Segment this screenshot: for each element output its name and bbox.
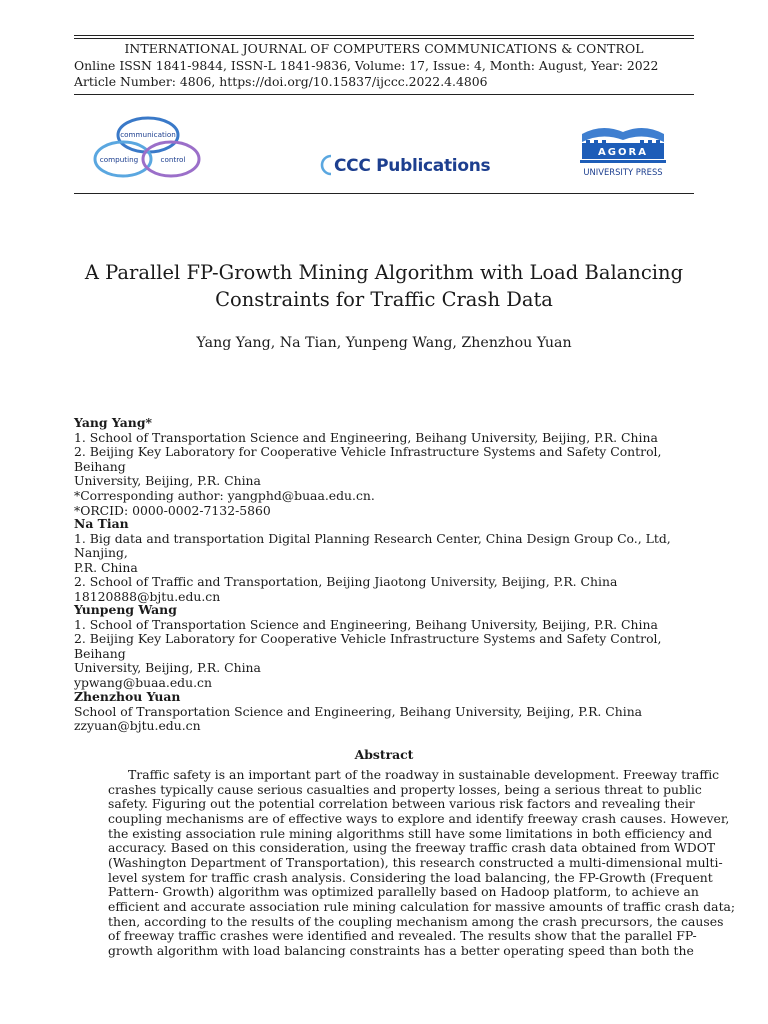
abstract-line: then, according to the results of the coupling mechanism among the crash precursors, the causes	[108, 913, 724, 929]
abstract-heading: Abstract	[354, 747, 414, 762]
ccc-venn-logo	[93, 114, 201, 180]
abstract-line: of freeway traffic crashes were identified and revealed. The results show that the parallel FP-	[108, 928, 697, 944]
abstract-line: accuracy. Based on this consideration, using the freeway traffic crash data obtained from WDOT	[108, 840, 716, 856]
affiliation-line: School of Transportation Science and Engineering, Beihang University, Beijing, P.R. China	[74, 703, 643, 719]
paper-title	[74, 259, 694, 313]
author-name: Yang Yang*	[74, 415, 152, 430]
author-email: 18120888@bjtu.edu.cn	[74, 588, 221, 604]
affiliation-line: 2. School of Traffic and Transportation, Beijing Jiaotong University, Beijing, P.R. China	[74, 574, 618, 590]
affiliation-line: University, Beijing, P.R. China	[74, 473, 261, 489]
journal-name: INTERNATIONAL JOURNAL OF COMPUTERS COMMUNICATIONS & CONTROL	[124, 41, 644, 56]
affiliation-block	[74, 603, 684, 691]
publisher-name: CCC Publications	[334, 156, 491, 176]
affiliation-line: 2. Beijing Key Laboratory for Cooperative Vehicle Infrastructure Systems and Safety Control, Beihang	[74, 444, 662, 474]
ccc-label-control: control	[160, 155, 186, 164]
agora-word: AGORA	[598, 147, 648, 158]
affiliation-block	[74, 517, 684, 605]
affiliation-line: 2. Beijing Key Laboratory for Cooperative Vehicle Infrastructure Systems and Safety Control, Beihang	[74, 631, 662, 661]
abstract-line: growth algorithm with load balancing constraints has a better operating speed than both the	[108, 942, 694, 958]
header-rule-thick	[74, 35, 694, 36]
abstract-line: crashes typically cause serious casualties and property losses, being a serious threat to public	[108, 781, 702, 797]
ccc-label-computing: computing	[99, 155, 139, 164]
author-list: Yang Yang, Na Tian, Yunpeng Wang, Zhenzhou Yuan	[196, 335, 572, 351]
ccc-publications-logo	[322, 150, 491, 178]
affiliation-line: University, Beijing, P.R. China	[74, 660, 261, 676]
abstract-line: safety. Figuring out the potential correlation between various risk factors and revealing their	[108, 796, 695, 812]
ccc-label-communication: communication	[120, 130, 176, 139]
affiliation-line: P.R. China	[74, 559, 138, 575]
issn-line: Online ISSN 1841-9844, ISSN-L 1841-9836, Volume: 17, Issue: 4, Month: August, Year: 2022	[74, 58, 659, 73]
header-rule-thin	[74, 38, 694, 39]
abstract-line: efficient and accurate association rule mining calculation for massive amounts of traffic crash data;	[108, 898, 736, 914]
article-line: Article Number: 4806, https://doi.org/10.15837/ijccc.2022.4.4806	[74, 74, 488, 89]
abstract-body	[108, 767, 736, 959]
author-name: Zhenzhou Yuan	[74, 689, 181, 704]
author-name: Yunpeng Wang	[74, 602, 177, 617]
affiliation-block	[74, 416, 684, 518]
agora-university-press-logo	[578, 120, 668, 178]
author-email: ypwang@buaa.edu.cn	[74, 674, 212, 690]
orcid-line: *ORCID: 0000-0002-7132-5860	[74, 502, 271, 518]
author-email: zzyuan@bjtu.edu.cn	[74, 718, 201, 734]
logo-rule	[74, 193, 694, 194]
header-rule-bottom	[74, 94, 694, 95]
university-press-text: UNIVERSITY PRESS	[583, 167, 663, 177]
affiliation-line: 1. Big data and transportation Digital Planning Research Center, China Design Group Co., Ltd, Nanjing,	[74, 530, 671, 561]
corresponding-author-email: *Corresponding author: yangphd@buaa.edu.cn.	[74, 487, 375, 503]
abstract-line: level system for traffic crash analysis. Considering the load balancing, the FP-Growth (Frequent	[108, 869, 713, 885]
title-line-2: Constraints for Traffic Crash Data	[215, 288, 553, 311]
abstract-line: the existing association rule mining algorithms still have some limitations in both efficiency and	[108, 825, 713, 841]
affiliation-block	[74, 690, 684, 734]
author-name: Na Tian	[74, 516, 129, 531]
abstract-line: Traffic safety is an important part of the roadway in sustainable development. Freeway traffic	[128, 767, 720, 782]
abstract-line: coupling mechanisms are of effective ways to explore and identify freeway crash causes. However,	[108, 810, 730, 826]
affiliation-line: 1. School of Transportation Science and Engineering, Beihang University, Beijing, P.R. China	[74, 616, 658, 632]
abstract-line: (Washington Department of Transportation), this research constructed a multi-dimensional multi-	[108, 854, 723, 870]
affiliation-line: 1. School of Transportation Science and Engineering, Beihang University, Beijing, P.R. China	[74, 429, 658, 445]
title-line-1: A Parallel FP-Growth Mining Algorithm with Load Balancing	[84, 261, 684, 284]
abstract-line: Pattern- Growth) algorithm was optimized parallelly based on Hadoop platform, to achieve an	[108, 884, 699, 900]
